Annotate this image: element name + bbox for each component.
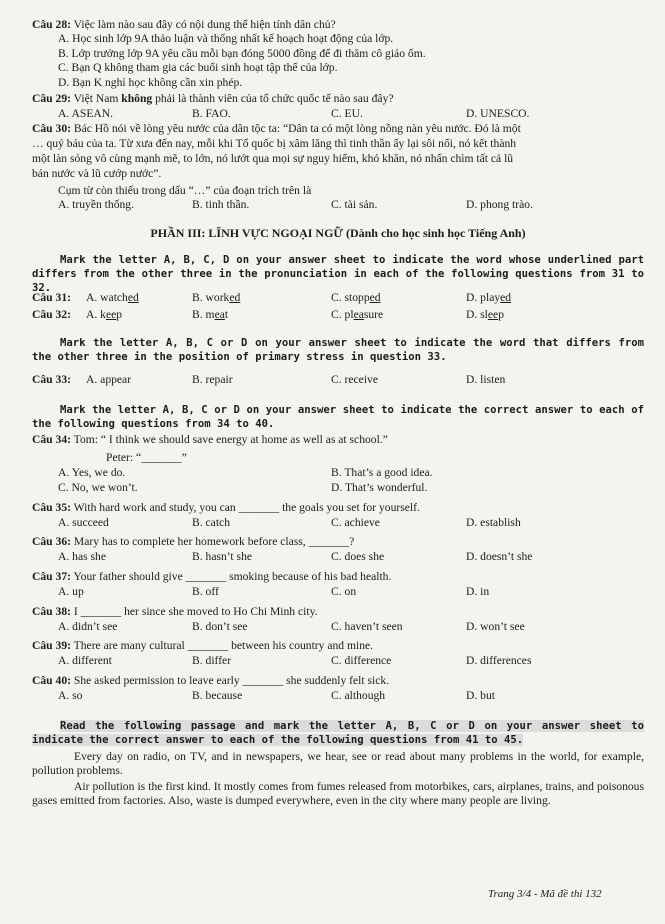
option-b: B. hasn’t she: [192, 550, 253, 563]
option-c: C. haven’t seen: [331, 620, 403, 633]
question-label: Câu 36:: [32, 535, 71, 548]
question-label: Câu 32:: [32, 308, 71, 321]
question-label: Câu 31:: [32, 291, 71, 304]
option-b: B. because: [192, 689, 243, 702]
option-c: C. achieve: [331, 516, 380, 529]
option-b: B. don’t see: [192, 620, 248, 633]
question-30: [32, 122, 642, 136]
option-d: D. differences: [466, 654, 532, 667]
option-a: A. up: [58, 585, 84, 598]
question-label: Câu 28:: [32, 18, 71, 31]
option-c: C. difference: [331, 654, 392, 667]
question-dialogue-reply: Peter: “_______”: [106, 451, 187, 464]
question-text: Your father should give _______ smoking because of his bad health.: [70, 570, 392, 583]
option-c: C. pleasure: [331, 308, 384, 321]
option-b: B. That’s a good idea.: [331, 466, 433, 479]
option-d: D. doesn’t she: [466, 550, 533, 563]
question-29: [32, 92, 642, 106]
instruction: Mark the letter A, B, C or D on your answer sheet to indicate the correct answer to each of the following questions from 34 to 40.: [32, 404, 644, 430]
question-text-line: bán nước và lũ cướp nước”.: [32, 167, 162, 180]
question-label: Câu 37:: [32, 570, 71, 583]
option-d: D. in: [466, 585, 490, 598]
question-prompt: Cụm từ còn thiếu trong dấu “…” của đoạn trích trên là: [58, 184, 312, 197]
question-label: Câu 35:: [32, 501, 71, 514]
option-a: A. appear: [86, 373, 132, 386]
option-a: A. has she: [58, 550, 106, 563]
question-text: I _______ her since she moved to Ho Chi Minh city.: [70, 605, 318, 618]
option-b: B. repair: [192, 373, 233, 386]
option-b: B. tinh thần.: [192, 198, 250, 211]
option-d: D. won’t see: [466, 620, 525, 633]
question-text: There are many cultural _______ between his country and mine.: [70, 639, 374, 652]
instruction: Read the following passage and mark the letter A, B, C or D on your answer sheet to indicate the correct answer to each of the following questions from 41 to 45.: [32, 720, 644, 746]
option-a: A. keep: [86, 308, 123, 321]
question-37: [32, 570, 642, 584]
option-a: A. Học sinh lớp 9A thảo luận và thống nhất kế hoạch hoạt động của lớp.: [58, 32, 394, 45]
option-c: C. stopped: [331, 291, 381, 304]
option-b: B. off: [192, 585, 219, 598]
option-c: C. No, we won’t.: [58, 481, 138, 494]
question-text: Bác Hồ nói về lòng yêu nước của dân tộc ta: “Dân ta có một lòng nồng nàn yêu nước. Đó là một: [70, 122, 521, 135]
question-text: phải là thành viên của tổ chức quốc tế nào sau đây?: [152, 92, 394, 105]
question-label: Câu 40:: [32, 674, 71, 687]
option-d: D. That’s wonderful.: [331, 481, 428, 494]
option-a: A. truyền thống.: [58, 198, 134, 211]
option-b: B. FAO.: [192, 107, 231, 120]
section-title: PHẦN III: LĨNH VỰC NGOẠI NGỮ (Dành cho học sinh học Tiếng Anh): [150, 226, 526, 240]
option-c: C. does she: [331, 550, 385, 563]
question-text-line: … quý báu của ta. Từ xưa đến nay, mỗi khi Tổ quốc bị xâm lăng thì tinh thần ấy lại sôi nổi, nó kết thành: [32, 137, 517, 150]
instruction: Mark the letter A, B, C or D on your answer sheet to indicate the word that differs from the other three in the position of primary stress in question 33.: [32, 337, 644, 363]
option-c: C. on: [331, 585, 357, 598]
option-b: B. differ: [192, 654, 232, 667]
option-d: D. sleep: [466, 308, 504, 321]
option-b: B. Lớp trưởng lớp 9A yêu cầu mỗi bạn đóng 5000 đồng để đi thăm cô giáo ốm.: [58, 47, 426, 60]
question-text: Việt Nam: [70, 92, 122, 105]
question-28: [32, 18, 642, 32]
option-c: C. EU.: [331, 107, 363, 120]
option-d: D. UNESCO.: [466, 107, 530, 120]
page-footer: Trang 3/4 - Mã đề thi 132: [488, 888, 602, 900]
option-d: D. establish: [466, 516, 521, 529]
question-text: She asked permission to leave early _______ she suddenly felt sick.: [70, 674, 390, 687]
option-d: D. listen: [466, 373, 506, 386]
question-34: [32, 433, 642, 447]
option-d: D. Bạn K nghỉ học không cần xin phép.: [58, 76, 243, 89]
question-emphasis: không: [121, 92, 153, 105]
question-40: [32, 674, 642, 688]
question-text-line: một làn sóng vô cùng mạnh mẽ, to lớn, nó lướt qua mọi sự nguy hiểm, khó khăn, nó nhấn chìm tất cả lũ: [32, 152, 514, 165]
question-label: Câu 39:: [32, 639, 71, 652]
option-d: D. played: [466, 291, 512, 304]
question-text: Mary has to complete her homework before class, _______?: [70, 535, 355, 548]
question-text: Việc làm nào sau đây có nội dung thể hiện tính dân chủ?: [70, 18, 336, 31]
passage-paragraph: Every day on radio, on TV, and in newspapers, we hear, see or read about many problems in the world, for example, pollution problems.: [32, 750, 644, 777]
option-b: B. catch: [192, 516, 230, 529]
option-d: D. but: [466, 689, 495, 702]
option-c: C. receive: [331, 373, 378, 386]
option-c: C. although: [331, 689, 386, 702]
question-label: Câu 33:: [32, 373, 71, 386]
passage-paragraph: Air pollution is the first kind. It mostly comes from fumes released from motorbikes, cars, airplanes, trains, and poisonous gases emitted from factories. Also, waste is dumped everywhere, even in the city where many people are living.: [32, 780, 644, 807]
option-d: D. phong trào.: [466, 198, 533, 211]
option-a: A. didn’t see: [58, 620, 118, 633]
option-b: B. worked: [192, 291, 241, 304]
question-label: Câu 30:: [32, 122, 71, 135]
question-38: [32, 605, 642, 619]
question-text: Tom: “ I think we should save energy at home as well as at school.”: [70, 433, 388, 446]
question-39: [32, 639, 642, 653]
option-a: A. Yes, we do.: [58, 466, 126, 479]
question-label: Câu 38:: [32, 605, 71, 618]
question-36: [32, 535, 642, 549]
question-35: [32, 501, 642, 515]
option-a: A. succeed: [58, 516, 109, 529]
option-a: A. so: [58, 689, 83, 702]
option-c: C. tài sản.: [331, 198, 378, 211]
question-label: Câu 34:: [32, 433, 71, 446]
question-text: With hard work and study, you can _______ the goals you set for yourself.: [70, 501, 420, 514]
option-c: C. Bạn Q không tham gia các buổi sinh hoạt tập thể của lớp.: [58, 61, 338, 74]
instruction: Mark the letter A, B, C, D on your answer sheet to indicate the word whose underlined part differs from the other three in the pronunciation in each of the following questions from 31 to 32.: [32, 254, 644, 294]
question-label: Câu 29:: [32, 92, 71, 105]
option-a: A. ASEAN.: [58, 107, 114, 120]
option-a: A. watched: [86, 291, 139, 304]
option-a: A. different: [58, 654, 112, 667]
option-b: B. meat: [192, 308, 229, 321]
